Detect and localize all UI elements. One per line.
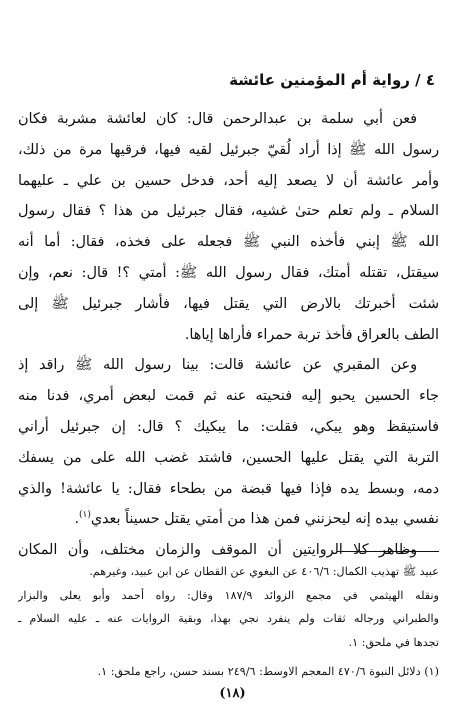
text-line: الطف بالعراق فأخذ تربة حمراء فأراها إياها. <box>184 326 439 343</box>
text-line: فعن أبي سلمة بن عبدالرحمن قال: كان لعائشة مشربة فكان <box>18 111 417 127</box>
footnote-line: تجدها في ملحق: ١. <box>348 635 439 649</box>
footnote-line: عبيد ﷺ تهذيب الكمال: ٤٠٦/٦ عن البغوي عن القطان عن ابن عبيد، وغيرهم. <box>89 565 439 578</box>
footnote-line: ونقله الهيثمي في مجمع الزوائد ١٨٧/٩ وقال: رواه أحمد وأبو يعلى والبزار <box>18 588 439 602</box>
text-line: رسول الله ﷺ إذا أراد لُقيّ جبرئيل لقيه فيها، فرقيها مرة من ذلك، <box>18 141 439 158</box>
section-heading: ٤ / رواية أم المؤمنين عائشة <box>229 71 435 89</box>
text-line: وظاهر كلا الروايتين أن الموقف والزمان مختلف، وأن المكان <box>18 542 417 559</box>
text-line: سيقتل، تقتله أمتك، فقال رسول الله ﷺ: أمتي ؟! قال: نعم، وإن <box>18 264 439 281</box>
page-number: (١٨) <box>219 686 246 701</box>
text-line: شئت أخبرتك بالارض التي يقتل فيها، فأشار جبرئيل ﷺ إلى <box>18 295 439 312</box>
text-line: دمه، وبسط يده فإذا فيها قبضة من بطحاء فقال: يا عائشة! والذي <box>18 480 439 497</box>
text-line: فاستيقظ وهو يبكي، فقلت: ما يبكيك ؟ قال: إن جبرئيل أراني <box>18 418 439 435</box>
text-line: التربة التي يقتل عليها الحسين، فاشتد غضب الله على من يسفك <box>18 449 439 466</box>
footnote-line: والطبراني ورجاله ثقات ولم ينفرد نجي بهذا، وبقية الروايات عنه ـ عليه السلام ـ <box>18 612 439 625</box>
footnotes <box>18 560 439 684</box>
footnote-separator <box>337 551 439 552</box>
main-text <box>18 104 439 566</box>
text-line: وأمر عائشة أن لا يصعد إليه أحد، فدخل حسين بن علي ـ عليهما <box>18 172 439 189</box>
text-line-content: نفسي بيده إنه ليحزنني فمن هذا من أمتي يقتل حسيناً بعدي <box>90 511 439 528</box>
footnote-reference: (١) <box>78 510 91 521</box>
text-line: السلام ـ ولم تعلم حتىٰ غشيه، فقال جبرئيل من هذا ؟ فقال رسول <box>18 203 439 220</box>
text-line: الله ﷺ إبني فأخذه النبي ﷺ فجعله على فخذه، فقال: أما أنه <box>18 234 439 251</box>
text-line: نفسي بيده إنه ليحزنني فمن هذا من أمتي يقتل حسيناً بعدي$^{(١)}$. <box>74 510 439 528</box>
text-line: وعن المقبري عن عائشة قالت: بينا رسول الله ﷺ راقد إذ <box>18 357 417 374</box>
footnote-line: (١) دلائل النبوة ٤٧٠/٦ المعجم الاوسط: ٢٤٩/٦ بسند حسن، راجع ملحق: ١. <box>97 665 439 678</box>
text-line: جاء الحسين يحبو إليه فنحيته عنه ثم قمت لبعض أمري، فدنا منه <box>18 388 439 405</box>
